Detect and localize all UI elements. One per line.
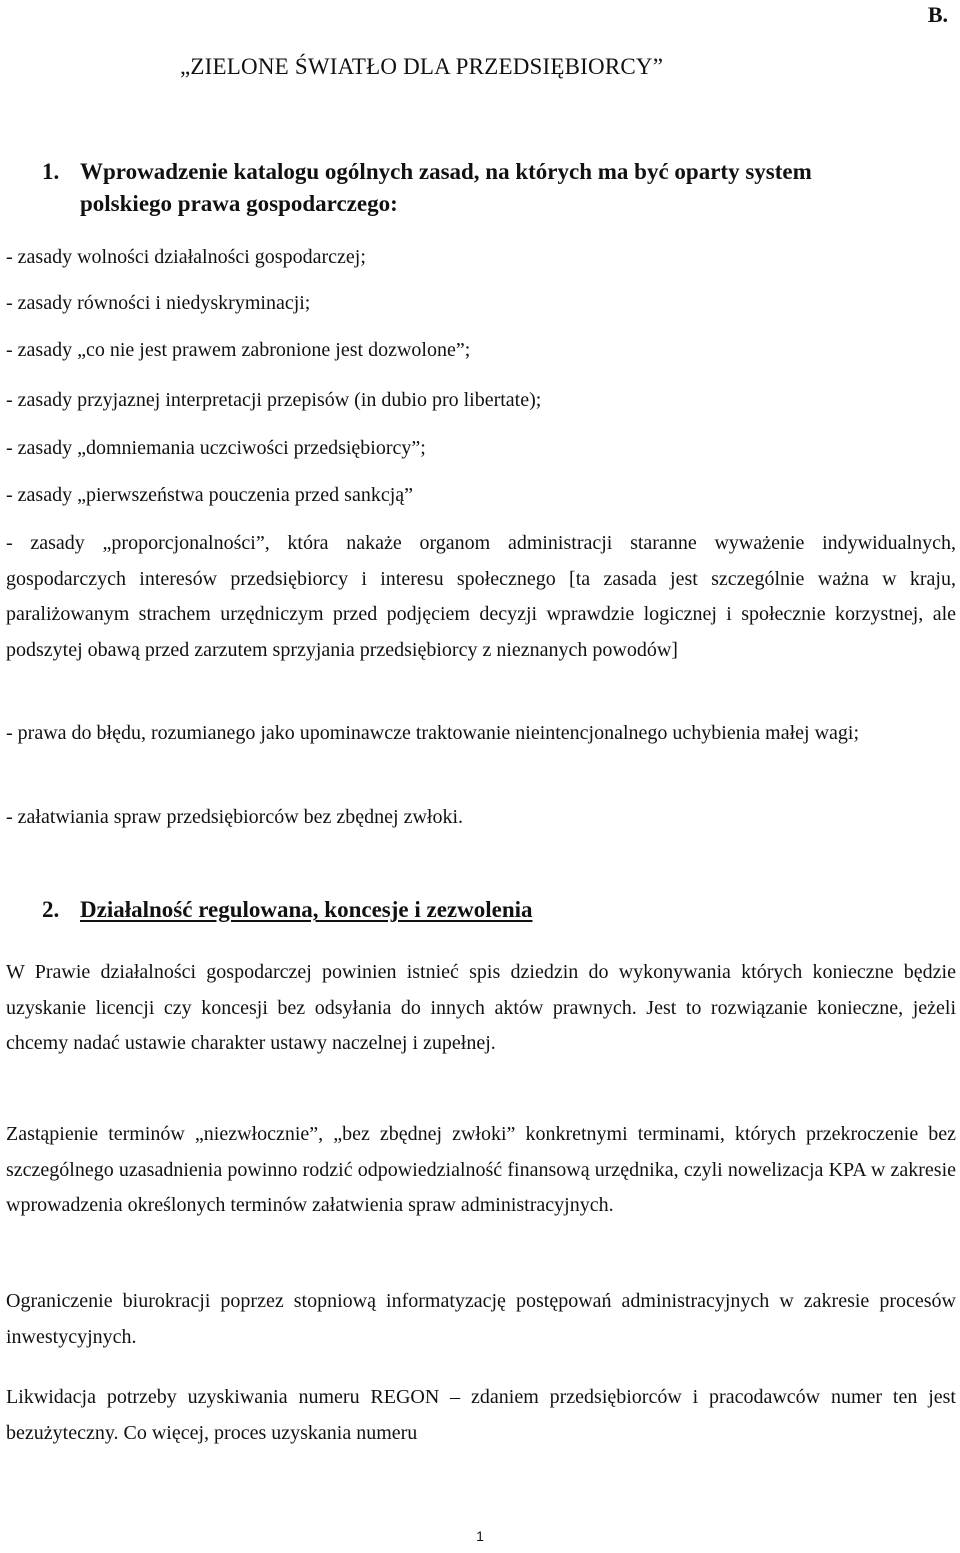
page-number: 1	[476, 1528, 484, 1544]
section-2-number: 2.	[42, 897, 60, 922]
corner-mark: B.	[927, 2, 948, 27]
section-1-number: 1.	[42, 159, 60, 184]
principle-item: - zasady równości i niedyskryminacji;	[6, 292, 311, 314]
principle-item: - zasady „co nie jest prawem zabronione jest dozwolone”;	[6, 339, 471, 361]
document-title: „ZIELONE ŚWIATŁO DLA PRZEDSIĘBIORCY”	[180, 54, 664, 79]
section-2-heading-text: Działalność regulowana, koncesje i zezwolenia	[80, 897, 533, 922]
error-right-principle: - prawa do błędu, rozumianego jako upominawcze traktowanie nieintencjonalnego uchybienia małej wagi;	[6, 722, 860, 744]
paragraph: Ograniczenie biurokracji poprzez stopniową informatyzację postępowań administracyjnych w zakresie procesów inwestycyjnych.	[6, 1290, 956, 1348]
paragraph: Zastąpienie terminów „niezwłocznie”, „bez zbędnej zwłoki” konkretnymi terminami, których przekroczenie bez szczególnego uzasadnienia powinno rodzić odpowiedzialność finansową urzędnika, czyli nowelizacja KPA w zakresie wprowadzenia określonych terminów załatwienia spraw administracyjnych.	[6, 1123, 956, 1216]
principle-item: - zasady „pierwszeństwa pouczenia przed sankcją”	[6, 484, 414, 506]
principle-item: - zasady wolności działalności gospodarczej;	[6, 246, 366, 268]
paragraph: W Prawie działalności gospodarczej powinien istnieć spis dziedzin do wykonywania których konieczne będzie uzyskanie licencji czy koncesji bez odsyłania do innych aktów prawnych. Jest to rozwiązanie konieczne, jeżeli chcemy nadać ustawie charakter ustawy naczelnej i zupełnej.	[6, 961, 956, 1054]
section-1-heading-line1: Wprowadzenie katalogu ogólnych zasad, na których ma być oparty system	[80, 159, 812, 184]
prompt-handling-principle: - załatwiania spraw przedsiębiorców bez zbędnej zwłoki.	[6, 806, 464, 828]
paragraph: Likwidacja potrzeby uzyskiwania numeru REGON – zdaniem przedsiębiorców i pracodawców numer ten jest bezużyteczny. Co więcej, proces uzyskania numeru	[6, 1386, 956, 1444]
principle-item: - zasady przyjaznej interpretacji przepisów (in dubio pro libertate);	[6, 389, 542, 411]
principle-item: - zasady „domniemania uczciwości przedsiębiorcy”;	[6, 437, 426, 459]
proportionality-principle: - zasady „proporcjonalności”, która nakaże organom administracji staranne wyważenie indywidualnych, gospodarczych interesów przedsiębiorcy i interesu społecznego [ta zasada jest szczególnie ważna w kraju, paraliżowanym strachem urzędniczym przed podjęciem decyzji wprawdzie logicznej i społecznie korzystnej, ale podszytej obawą przed zarzutem sprzyjania przedsiębiorcy z nieznanych powodów]	[6, 532, 956, 661]
section-1-heading-line2: polskiego prawa gospodarczego:	[80, 191, 398, 216]
section-2-heading	[42, 894, 533, 926]
section-1-heading	[42, 156, 960, 220]
